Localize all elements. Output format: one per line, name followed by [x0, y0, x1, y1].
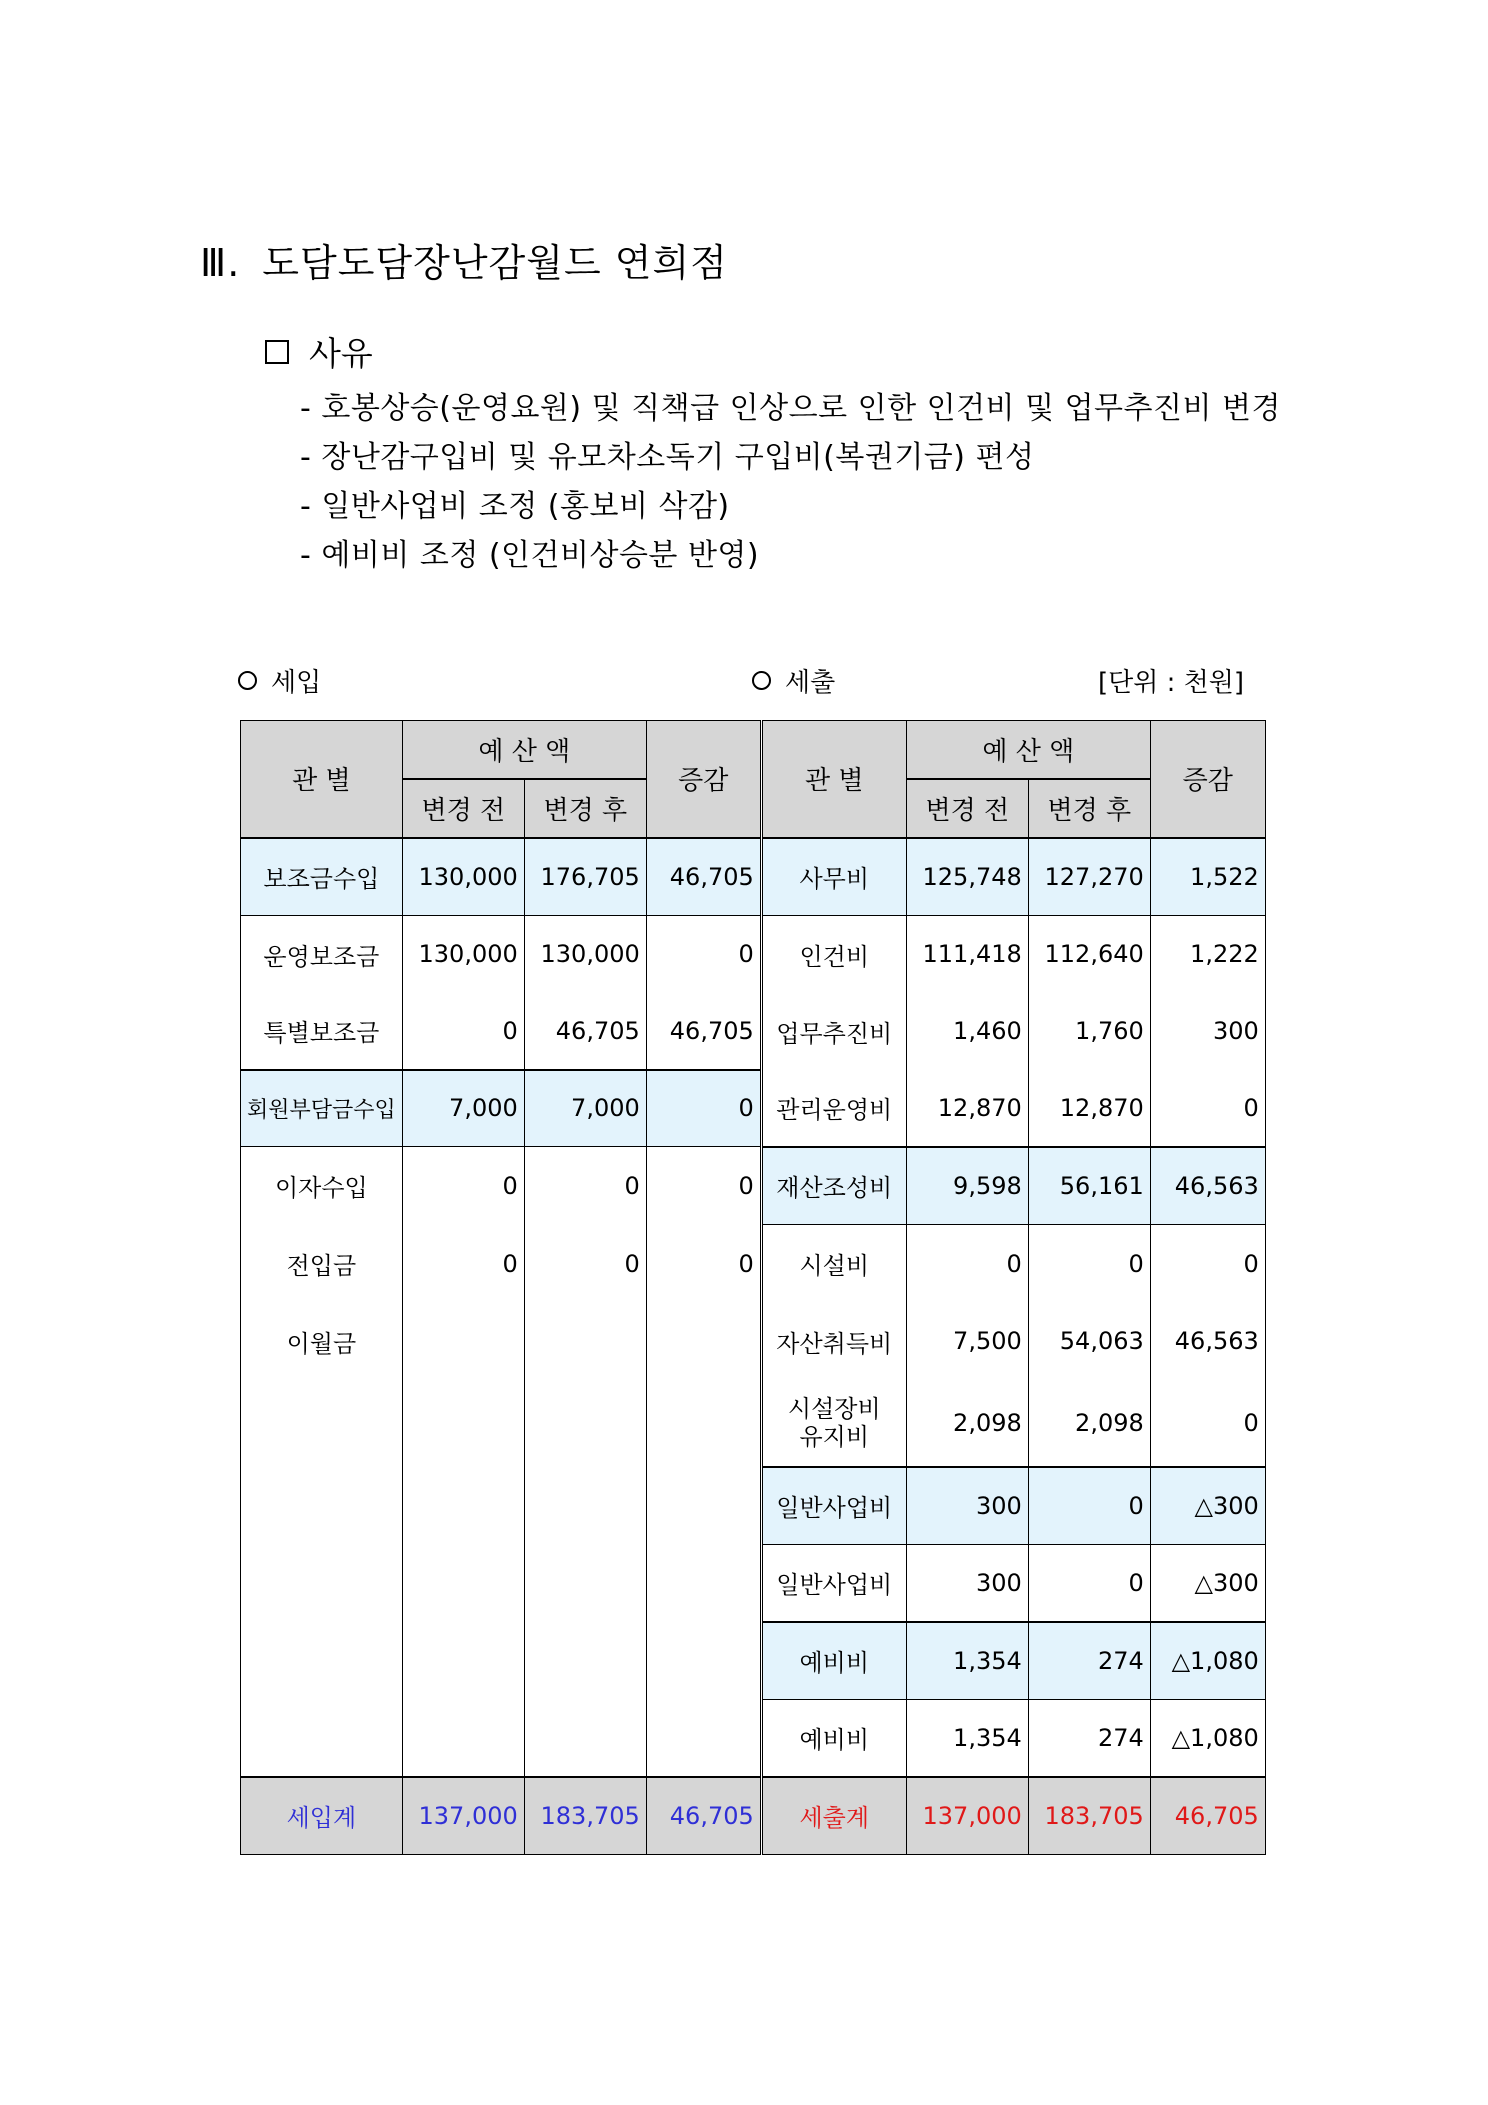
expense-item-before: 125,748	[906, 838, 1028, 916]
expense-item-before: 1,460	[906, 993, 1028, 1070]
revenue-item-after: 176,705	[524, 838, 646, 916]
expense-change-header: 증감	[1150, 721, 1265, 838]
expense-item-before: 7,500	[906, 1303, 1028, 1380]
circle-bullet-icon	[238, 671, 257, 690]
expense-item-after: 274	[1028, 1622, 1150, 1700]
expense-item-after: 54,063	[1028, 1303, 1150, 1380]
expense-item-name: 업무추진비	[761, 993, 906, 1070]
expense-item-name: 예비비	[761, 1622, 906, 1700]
revenue-category-header: 관 별	[241, 721, 403, 838]
expense-total-before: 137,000	[906, 1777, 1028, 1855]
revenue-item-name: 이월금	[241, 1303, 403, 1380]
budget-table	[240, 720, 1266, 1855]
revenue-item-change: 0	[646, 916, 761, 993]
expense-item-after: 112,640	[1028, 916, 1150, 993]
revenue-empty-cell	[241, 1380, 403, 1467]
expense-item-after: 0	[1028, 1225, 1150, 1303]
expense-item-name: 사무비	[761, 838, 906, 916]
revenue-change-header: 증감	[646, 721, 761, 838]
expense-budget-header: 예 산 액	[906, 721, 1150, 779]
revenue-item-change: 0	[646, 1070, 761, 1147]
revenue-empty-cell	[241, 1545, 403, 1622]
revenue-item-after: 7,000	[524, 1070, 646, 1147]
revenue-item-change: 46,705	[646, 838, 761, 916]
revenue-caption-text: 세입	[271, 668, 322, 698]
revenue-after-header: 변경 후	[524, 779, 646, 838]
reason-item: - 장난감구입비 및 유모차소독기 구입비(복권기금) 편성	[300, 440, 1035, 475]
revenue-empty-cell	[646, 1545, 761, 1622]
expense-total-change: 46,705	[1150, 1777, 1265, 1855]
expense-item-after: 274	[1028, 1700, 1150, 1777]
expense-item-change: △300	[1150, 1545, 1265, 1622]
revenue-empty-cell	[524, 1622, 646, 1700]
expense-item-change: 1,222	[1150, 916, 1265, 993]
expense-item-after: 0	[1028, 1545, 1150, 1622]
revenue-item-name: 보조금수입	[241, 838, 403, 916]
expense-item-before: 111,418	[906, 916, 1028, 993]
reason-item: - 호봉상승(운영요원) 및 직책급 인상으로 인한 인건비 및 업무추진비 변경	[300, 391, 1281, 426]
expense-item-change: 46,563	[1150, 1303, 1265, 1380]
expense-item-change: 0	[1150, 1380, 1265, 1467]
revenue-total-after: 183,705	[524, 1777, 646, 1855]
expense-item-after: 56,161	[1028, 1147, 1150, 1225]
revenue-item-before: 0	[402, 993, 524, 1070]
revenue-item-change	[646, 1303, 761, 1380]
circle-bullet-icon	[752, 671, 771, 690]
expense-caption	[752, 662, 835, 699]
revenue-item-after: 0	[524, 1147, 646, 1225]
revenue-empty-cell	[646, 1380, 761, 1467]
expense-item-change: △1,080	[1150, 1622, 1265, 1700]
revenue-empty-cell	[646, 1467, 761, 1545]
revenue-empty-cell	[402, 1700, 524, 1777]
expense-item-change: 46,563	[1150, 1147, 1265, 1225]
revenue-empty-cell	[402, 1380, 524, 1467]
expense-item-after: 127,270	[1028, 838, 1150, 916]
expense-category-header: 관 별	[761, 721, 906, 838]
expense-total-name: 세출계	[761, 1777, 906, 1855]
revenue-item-after: 0	[524, 1225, 646, 1303]
revenue-item-before: 130,000	[402, 838, 524, 916]
reason-item: - 일반사업비 조정 (홍보비 삭감)	[300, 489, 730, 524]
revenue-empty-cell	[402, 1545, 524, 1622]
expense-item-change: 300	[1150, 993, 1265, 1070]
revenue-item-before	[402, 1303, 524, 1380]
revenue-item-after: 46,705	[524, 993, 646, 1070]
revenue-empty-cell	[524, 1380, 646, 1467]
expense-item-before: 9,598	[906, 1147, 1028, 1225]
expense-item-change: △300	[1150, 1467, 1265, 1545]
expense-item-after: 0	[1028, 1467, 1150, 1545]
revenue-caption	[238, 662, 321, 699]
expense-item-name: 일반사업비	[761, 1467, 906, 1545]
revenue-empty-cell	[646, 1700, 761, 1777]
section-title-text: 도담도담장난감월드 연희점	[262, 241, 728, 285]
expense-after-header: 변경 후	[1028, 779, 1150, 838]
revenue-item-name: 운영보조금	[241, 916, 403, 993]
revenue-empty-cell	[241, 1700, 403, 1777]
reason-item: - 예비비 조정 (인건비상승분 반영)	[300, 538, 760, 573]
revenue-item-change: 0	[646, 1147, 761, 1225]
revenue-total-change: 46,705	[646, 1777, 761, 1855]
expense-item-before: 0	[906, 1225, 1028, 1303]
section-title	[200, 232, 728, 287]
revenue-item-before: 0	[402, 1147, 524, 1225]
revenue-empty-cell	[241, 1622, 403, 1700]
revenue-empty-cell	[646, 1622, 761, 1700]
expense-item-change: 1,522	[1150, 838, 1265, 916]
expense-item-after: 12,870	[1028, 1070, 1150, 1147]
revenue-empty-cell	[402, 1467, 524, 1545]
expense-item-change: 0	[1150, 1070, 1265, 1147]
expense-item-before: 300	[906, 1545, 1028, 1622]
revenue-before-header: 변경 전	[402, 779, 524, 838]
revenue-item-before: 130,000	[402, 916, 524, 993]
expense-item-change: △1,080	[1150, 1700, 1265, 1777]
reason-heading	[265, 328, 373, 375]
unit-caption: [단위 : 천원]	[1098, 668, 1245, 698]
revenue-empty-cell	[241, 1467, 403, 1545]
revenue-empty-cell	[524, 1700, 646, 1777]
expense-item-name: 인건비	[761, 916, 906, 993]
expense-total-after: 183,705	[1028, 1777, 1150, 1855]
revenue-budget-header: 예 산 액	[402, 721, 646, 779]
expense-item-after: 2,098	[1028, 1380, 1150, 1467]
revenue-empty-cell	[524, 1467, 646, 1545]
expense-item-before: 12,870	[906, 1070, 1028, 1147]
revenue-item-change: 46,705	[646, 993, 761, 1070]
revenue-item-name: 회원부담금수입	[241, 1070, 403, 1147]
square-bullet-icon	[265, 340, 289, 364]
expense-item-change: 0	[1150, 1225, 1265, 1303]
revenue-item-after: 130,000	[524, 916, 646, 993]
expense-item-after: 1,760	[1028, 993, 1150, 1070]
expense-item-before: 1,354	[906, 1700, 1028, 1777]
reason-list	[300, 384, 1281, 580]
expense-item-name: 일반사업비	[761, 1545, 906, 1622]
expense-item-name: 예비비	[761, 1700, 906, 1777]
revenue-total-name: 세입계	[241, 1777, 403, 1855]
expense-item-before: 1,354	[906, 1622, 1028, 1700]
revenue-total-before: 137,000	[402, 1777, 524, 1855]
expense-item-name: 재산조성비	[761, 1147, 906, 1225]
revenue-item-before: 7,000	[402, 1070, 524, 1147]
expense-item-name: 자산취득비	[761, 1303, 906, 1380]
revenue-item-change: 0	[646, 1225, 761, 1303]
revenue-empty-cell	[402, 1622, 524, 1700]
expense-item-name: 시설비	[761, 1225, 906, 1303]
expense-item-name: 시설장비 유지비	[761, 1380, 906, 1467]
revenue-item-after	[524, 1303, 646, 1380]
expense-caption-text: 세출	[785, 668, 836, 698]
expense-item-before: 2,098	[906, 1380, 1028, 1467]
revenue-item-before: 0	[402, 1225, 524, 1303]
expense-item-name: 관리운영비	[761, 1070, 906, 1147]
revenue-item-name: 이자수입	[241, 1147, 403, 1225]
reason-heading-text: 사유	[309, 334, 373, 373]
section-number: Ⅲ.	[200, 241, 241, 285]
revenue-empty-cell	[524, 1545, 646, 1622]
revenue-item-name: 특별보조금	[241, 993, 403, 1070]
revenue-item-name: 전입금	[241, 1225, 403, 1303]
expense-before-header: 변경 전	[906, 779, 1028, 838]
expense-item-before: 300	[906, 1467, 1028, 1545]
